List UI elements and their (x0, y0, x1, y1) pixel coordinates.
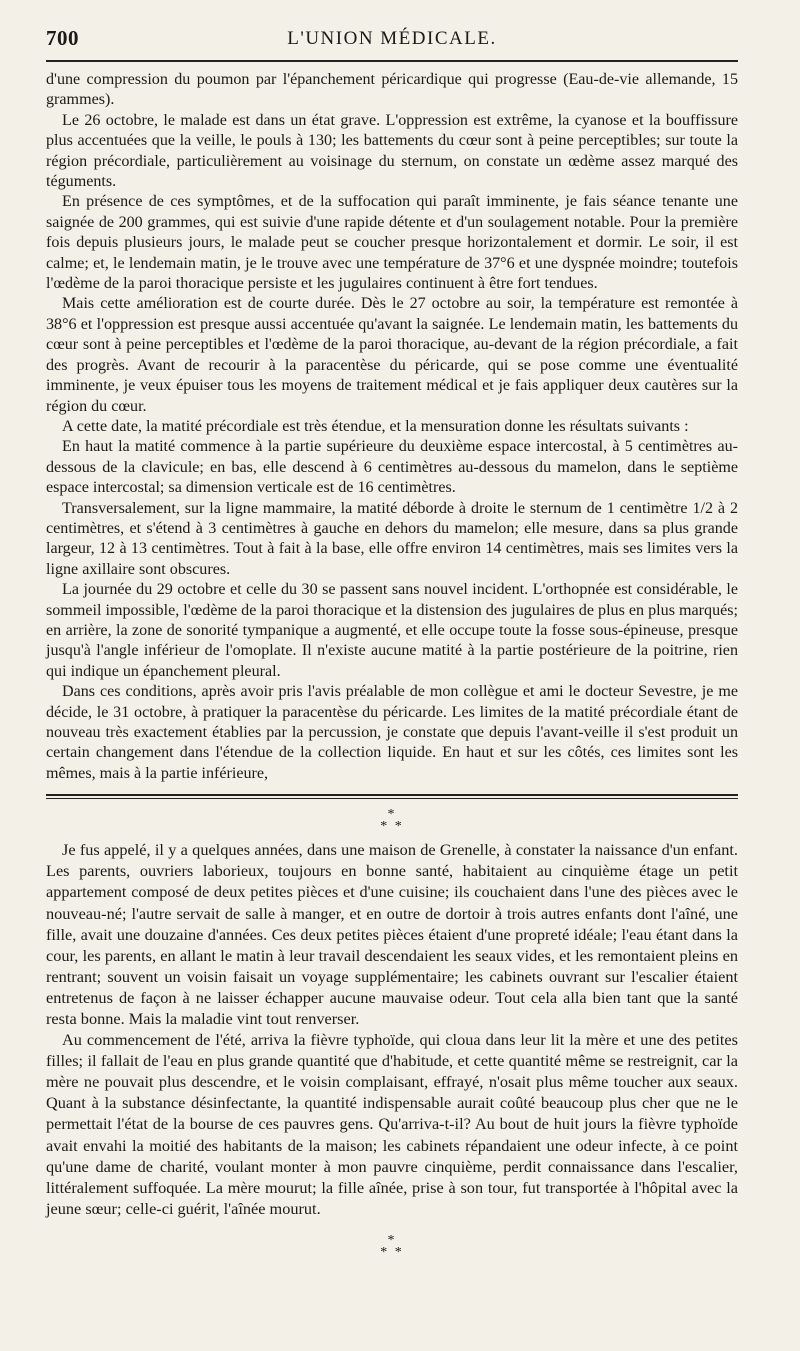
paragraph: Je fus appelé, il y a quelques années, dans une maison de Grenelle, à constater la naissance d'un enfant. Les parents, ouvriers laborieux, toujours en bonne santé, habitaient au cinquième étage un petit appartement composé de deux petites pièces et d'une cuisine; ils couchaient dans l'une des pièces avec le nouveau-né; l'autre servait de salle à manger, et en outre de dortoir à trois autres enfants dont l'aîné, une fille, avait une douzaine d'années. Ces deux petites pièces étaient d'une propreté idéale; l'eau étant dans la cour, les parents, en allant le matin à leur travail descendaient les seaux vides, et les remontaient pleins en rentrant; souvent un voisin faisait un voyage supplémentaire; les cabinets ouvrant sur l'escalier étaient entretenus de façon à ne laisser échapper aucune mauvaise odeur. Tout cela alla bien tant que la santé resta bonne. Mais la maladie vint tout renverser. (46, 840, 738, 1028)
paragraph: En présence de ces symptômes, et de la suffocation qui paraît imminente, je fais séance tenante une saignée de 200 grammes, qui est suivie d'une rapide détente et d'un soulagement notable. Pour la première fois depuis plusieurs jours, le malade peut se coucher presque horizontalement et dormir. Le soir, il est calme; et, le lendemain matin, je le trouve avec une température de 37°6 et une dyspnée moindre; toutefois l'œdème de la paroi thoracique persiste et les jugulaires continuent à être fort tendues. (46, 193, 738, 293)
paragraph: Le 26 octobre, le malade est dans un état grave. L'oppression est extrême, la cyanose et la bouffissure plus accentuées que la veille, le pouls à 130; les battements du cœur sont à peine perceptibles; sur toute la région précordiale, particulièrement au voisinage du sternum, on constate un œdème assez marqué des téguments. (46, 111, 738, 191)
star-bottom: * * (380, 819, 404, 835)
star-bottom: * * (380, 1244, 404, 1260)
paragraph: Dans ces conditions, après avoir pris l'avis préalable de mon collègue et ami le docteur Sevestre, je me décide, le 31 octobre, à pratiquer la paracentèse du péricarde. Les limites de la matité précordiale étant de nouveau très exactement établies par la percussion, je constate que depuis l'avant-veille il s'est produit un certain changement dans l'étendue de la collection liquide. En haut et sur les côtés, ces limites sont les mêmes, mais à la partie inférieure, (46, 683, 738, 782)
page-number: 700 (46, 26, 79, 50)
closing-stars (46, 1232, 738, 1260)
section-divider (46, 794, 738, 799)
paragraph: Transversalement, sur la ligne mammaire, la matité déborde à droite le sternum de 1 centimètre 1/2 à 2 centimètres, et s'étend à 3 centimètres à gauche en dehors du mamelon; elle mesure, dans sa plus grande largeur, 12 à 13 centimètres. Tout à fait à la base, elle offre environ 14 centimètres, mais ses limites vers la ligne axillaire sont obscures. (46, 499, 738, 578)
separator-stars (46, 809, 738, 833)
paragraph: d'une compression du poumon par l'épanchement péricardique qui progresse (Eau-de-vie allemande, 15 grammes). (46, 71, 738, 109)
running-title: L'UNION MÉDICALE. (287, 28, 497, 49)
article-two (46, 839, 738, 1219)
star-top: * (387, 1232, 397, 1248)
paragraph: La journée du 29 octobre et celle du 30 se passent sans nouvel incident. L'orthopnée est considérable, le sommeil impossible, l'œdème de la paroi thoracique et la distension des jugulaires de plus en plus marqués; en arrière, la zone de sonorité tympanique a augmenté, et elle occupe toute la fosse sous-épineuse, presque jusqu'à l'angle inférieur de l'omoplate. Il n'existe aucune matité à la partie postérieure de la poitrine, rien qui indique un épanchement pleural. (46, 581, 738, 680)
article-one (46, 70, 738, 784)
paragraph: Mais cette amélioration est de courte durée. Dès le 27 octobre au soir, la température est remontée à 38°6 et l'oppression est presque aussi accentuée qu'avant la saignée. Le lendemain matin, les battements du cœur sont à peine perceptibles et l'œdème de la paroi thoracique, au-devant de la région précordiale, a fait des progrès. Avant de recourir à la paracentèse du péricarde, qui se pose comme une éventualité imminente, je veux épuiser tous les moyens de traitement médical et je fais appliquer deux cautères sur la région du cœur. (46, 295, 738, 415)
star-top: * (387, 807, 397, 823)
header-rule (46, 60, 738, 62)
paragraph: En haut la matité commence à la partie supérieure du deuxième espace intercostal, à 5 centimètres au-dessous de la clavicule; en bas, elle descend à 6 centimètres au-dessous du mamelon, dans le septième espace intercostal; sa dimension verticale est de 16 centimètres. (46, 438, 738, 497)
paragraph: A cette date, la matité précordiale est très étendue, et la mensuration donne les résultats suivants : (62, 417, 689, 435)
paragraph: Au commencement de l'été, arriva la fièvre typhoïde, qui cloua dans leur lit la mère et une des petites filles; il fallait de l'eau en plus grande quantité que d'habitude, et cette quantité même se restreignit, car la mère ne pouvait plus descendre, et le voisin complaisant, effrayé, n'osait plus même toucher aux seaux. Quant à la substance désinfectante, la quantité indispensable aurait coûté beaucoup plus cher que ne le permettait l'état de la bourse de ces pauvres gens. Qu'arriva-t-il? Au bout de huit jours la fièvre typhoïde avait envahi la moitié des habitants de la maison; les cabinets répandaient une odeur infecte, à ce point qu'une dame de charité, voulant monter à mon pauvre cinquième, perdit connaissance dans l'escalier, littéralement suffoquée. La mère mourut; la fille aînée, prise à son tour, fut transportée à l'hôpital avec la jeune sœur; celle-ci guérit, l'aînée mourut. (46, 1030, 738, 1218)
page-header (46, 20, 738, 60)
